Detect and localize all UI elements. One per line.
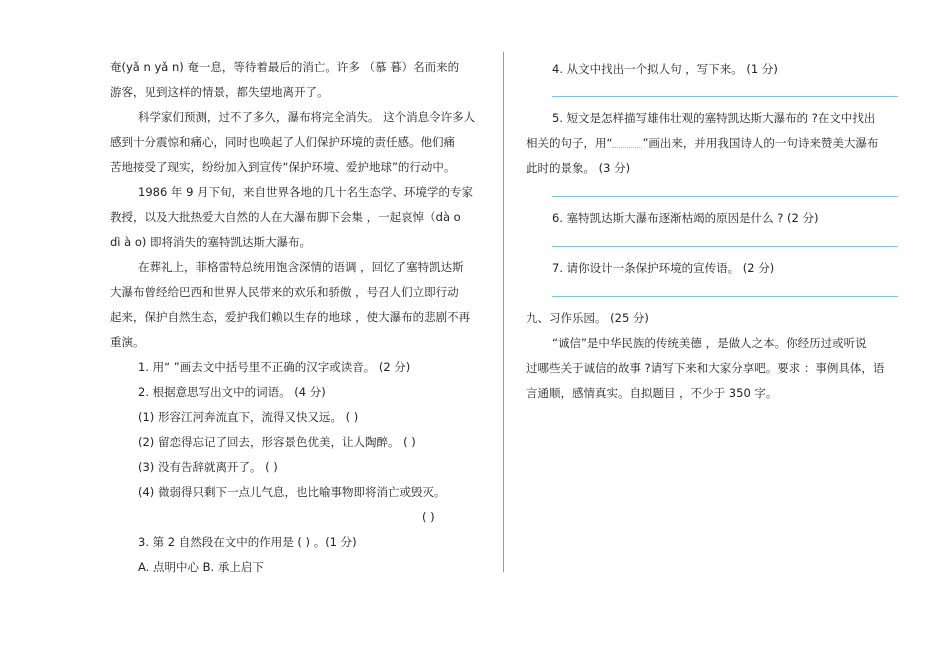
question-4: 4. 从文中找出一个拟人句 ，写下来。 (1 分) (552, 62, 778, 76)
question-5-line-2 (526, 135, 878, 151)
answer-line-q7[interactable] (552, 296, 898, 297)
passage-line: 1986 年 9 月下旬，来自世界各地的几十名生态学、环境学的专家 (138, 185, 474, 199)
question-7: 7. 请你设计一条保护环境的宣传语。 (2 分) (552, 261, 775, 275)
question-3: 3. 第 2 自然段在文中的作用是 ( ) 。(1 分) (138, 535, 357, 549)
question-5-text-b: ”画出来，并用我国诗人的一句诗来赞美大瀑布 (642, 136, 879, 150)
passage-line: 在葬礼上，菲格雷特总统用饱含深情的语调 ，回忆了塞特凯达斯 (138, 260, 464, 274)
passage-line: 重演。 (110, 335, 145, 349)
answer-line-q4[interactable] (552, 96, 898, 97)
question-5-line-3: 此时的景象。 (3 分) (526, 161, 631, 175)
question-2-item-4: (4) 微弱得只剩下一点儿气息，也比喻事物即将消亡或毁灭。 (138, 485, 446, 499)
column-divider (503, 52, 504, 572)
wavy-underline-mark (612, 139, 642, 148)
question-6: 6. 塞特凯达斯大瀑布逐渐枯竭的原因是什么 ? (2 分) (552, 211, 819, 225)
section-nine-heading: 九、习作乐园。 (25 分) (526, 311, 649, 325)
question-2-item-3[interactable]: (3) 没有告辞就离开了。 ( ) (138, 460, 278, 474)
passage-line: 教授，以及大批热爱大自然的人在大瀑布脚下会集 ，一起哀悼（dà o (110, 210, 461, 224)
passage-line: 游客，见到这样的情景，都失望地离开了。 (110, 85, 329, 99)
answer-line-q6[interactable] (552, 246, 898, 247)
question-1: 1. 用“ ”画去文中括号里不正确的汉字或读音。 (2 分) (138, 360, 411, 374)
essay-prompt-line: 言通顺，感情真实。自拟题目 ，不少于 350 字。 (526, 386, 778, 400)
passage-line: 大瀑布曾经给巴西和世界人民带来的欢乐和骄傲 ，号召人们立即行动 (110, 285, 459, 299)
question-3-options[interactable]: A. 点明中心 B. 承上启下 (138, 560, 264, 574)
answer-line-q5[interactable] (552, 196, 898, 197)
question-2-item-1[interactable]: (1) 形容江河奔流直下，流得又快又远。 ( ) (138, 410, 359, 424)
question-2-item-2[interactable]: (2) 留恋得忘记了回去，形容景色优美，让人陶醉。 ( ) (138, 435, 416, 449)
passage-line: 感到十分震惊和痛心，同时也唤起了人们保护环境的责任感。他们痛 (110, 135, 455, 149)
passage-line: 奄(yǎ n yǎ n) 奄一息，等待着最后的消亡。许多 （慕 暮）名而来的 (110, 60, 460, 74)
question-5: 5. 短文是怎样描写雄伟壮观的塞特凯达斯大瀑布的 ?在文中找出 (552, 111, 876, 125)
passage-line: 起来，保护自然生态，爱护我们赖以生存的地球 ，使大瀑布的悲剧不再 (110, 310, 471, 324)
passage-line: dì à o) 即将消失的塞特凯达斯大瀑布。 (110, 235, 312, 249)
passage-line: 苦地接受了现实，纷纷加入到宣传“保护环境、爱护地球”的行动中。 (110, 160, 456, 174)
essay-prompt-line: “诚信”是中华民族的传统美德 ，是做人之本。你经历过或听说 (552, 336, 867, 350)
passage-line: 科学家们预测，过不了多久，瀑布将完全消失。 这个消息令许多人 (138, 110, 476, 124)
question-2: 2. 根据意思写出文中的词语。 (4 分) (138, 385, 326, 399)
essay-prompt-line: 过哪些关于诚信的故事 ?请写下来和大家分享吧。要求 ：事例具体，语 (526, 361, 885, 375)
question-5-text-a: 相关的句子，用“ (526, 136, 613, 150)
question-2-item-4-answer[interactable]: ( ) (422, 510, 435, 524)
